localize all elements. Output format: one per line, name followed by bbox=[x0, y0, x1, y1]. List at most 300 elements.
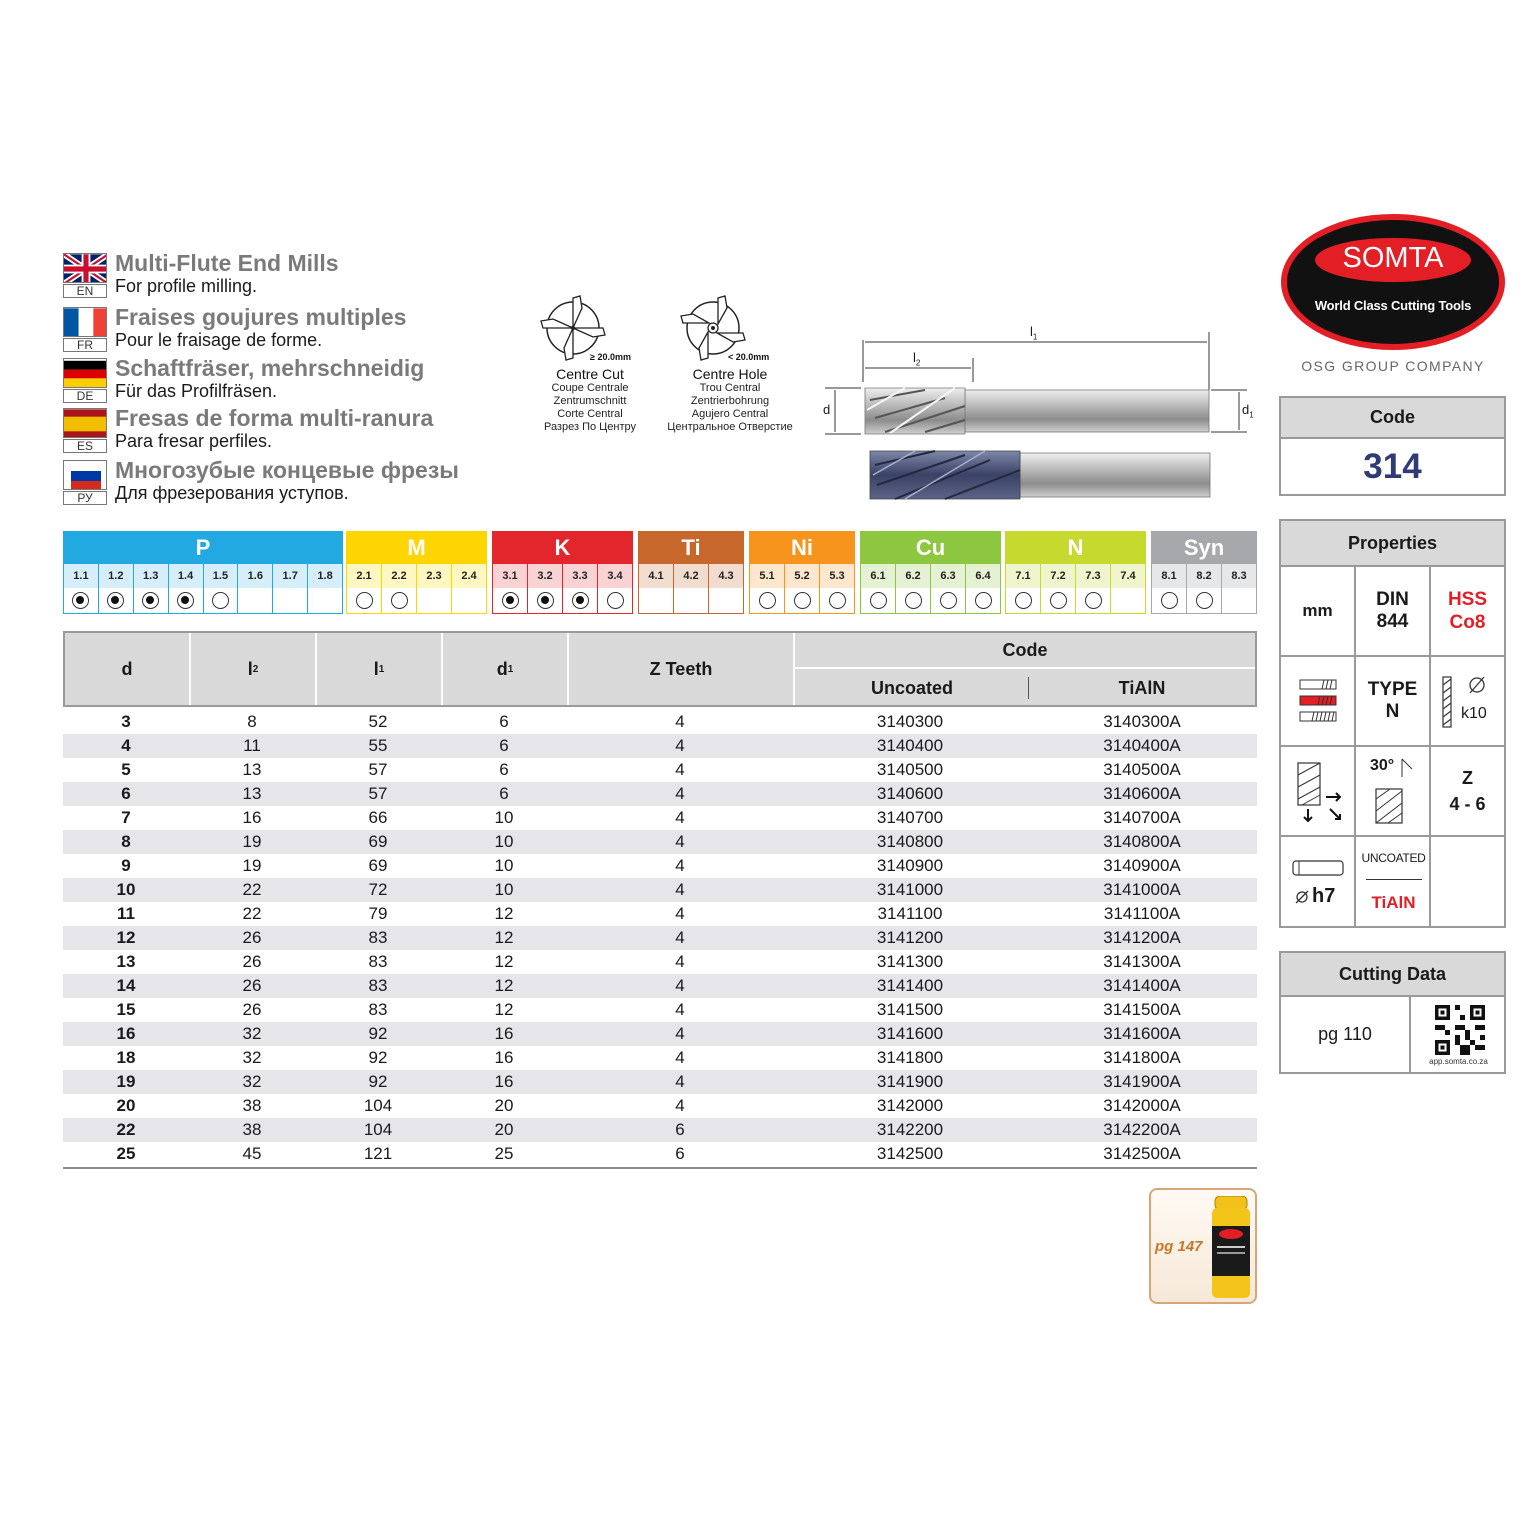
teeth-label: Z bbox=[1462, 768, 1473, 788]
din-text: DIN bbox=[1376, 589, 1409, 610]
centre-cut-size: ≥ 20.0mm bbox=[590, 352, 631, 362]
suitability-cell bbox=[639, 588, 674, 613]
centre-cut-line: Разрез По Центру bbox=[543, 421, 637, 433]
cell-l1: 121 bbox=[363, 1144, 393, 1163]
dim-d1-label bbox=[1242, 402, 1254, 420]
cell-d1: 10 bbox=[494, 856, 514, 875]
suitability-cell bbox=[417, 588, 452, 613]
material-subgroup: 1.1 bbox=[64, 564, 99, 588]
cell-code-tialn: 3141600A bbox=[1103, 1024, 1181, 1043]
cell-z-teeth: 4 bbox=[675, 1096, 685, 1115]
suitability-cell bbox=[861, 588, 896, 613]
cell-code-uncoated: 3141600 bbox=[876, 1024, 944, 1043]
cutting-data-panel bbox=[1279, 951, 1506, 1074]
type-value: N bbox=[1385, 701, 1400, 722]
dim-l2-sub: 2 bbox=[915, 358, 921, 368]
cell-l1: 83 bbox=[368, 976, 388, 995]
header-l1 bbox=[317, 633, 443, 705]
dim-l2-label bbox=[913, 350, 920, 368]
cell-z-teeth: 4 bbox=[675, 1000, 685, 1019]
cell-l2: 32 bbox=[242, 1072, 262, 1091]
cell-l2: 22 bbox=[242, 880, 262, 899]
cell-d1: 12 bbox=[494, 1000, 514, 1019]
material-group-name: Cu bbox=[861, 532, 1000, 564]
cell-l1: 57 bbox=[368, 760, 388, 779]
cell-code-uncoated: 3142200 bbox=[876, 1120, 944, 1139]
material-subgroup: 2.3 bbox=[417, 564, 452, 588]
cell-code-uncoated: 3140500 bbox=[876, 760, 944, 779]
cell-d: 25 bbox=[116, 1144, 136, 1163]
suitability-cell bbox=[896, 588, 931, 613]
cell-code-uncoated: 3142000 bbox=[876, 1096, 944, 1115]
cell-l1: 69 bbox=[368, 832, 388, 851]
lang-subtitle: Für das Profilfräsen. bbox=[115, 381, 278, 401]
cell-l2: 13 bbox=[242, 784, 262, 803]
cell-l2: 26 bbox=[242, 952, 262, 971]
teeth-cell bbox=[1431, 747, 1504, 837]
lubricant-page: pg 147 bbox=[1155, 1238, 1203, 1255]
suitability-cell bbox=[1187, 588, 1222, 613]
material-subgroup: 7.4 bbox=[1120, 570, 1136, 582]
cell-d: 8 bbox=[121, 832, 131, 851]
cell-d1: 10 bbox=[494, 880, 514, 899]
material-subgroup: 7.3 bbox=[1076, 564, 1111, 588]
cell-d: 11 bbox=[117, 904, 135, 923]
material-subgroup: 6.4 bbox=[975, 570, 991, 582]
cell-d1: 16 bbox=[494, 1024, 514, 1043]
cell-l1: 92 bbox=[368, 1024, 388, 1043]
cell-code-uncoated: 3140900 bbox=[876, 856, 944, 875]
suitability-cell bbox=[709, 588, 743, 613]
cell-d: 20 bbox=[116, 1096, 136, 1115]
cell-code-tialn: 3142500A bbox=[1103, 1144, 1181, 1163]
lang-code: EN bbox=[63, 284, 107, 298]
cutting-data-label: Cutting Data bbox=[1281, 953, 1504, 997]
suitability-cell bbox=[169, 588, 204, 613]
dim-d-label: d bbox=[823, 402, 831, 417]
material-group-cu bbox=[860, 531, 1001, 614]
suitability-cell bbox=[204, 588, 239, 613]
suitable-partial-icon bbox=[829, 592, 846, 609]
cell-l2: 26 bbox=[242, 976, 262, 995]
cell-z-teeth: 4 bbox=[675, 712, 685, 731]
shank-tolerance-text: k10 bbox=[1461, 705, 1487, 722]
header-uncoated: Uncoated bbox=[870, 677, 953, 698]
material-subgroup: 1.3 bbox=[134, 564, 169, 588]
cell-z-teeth: 4 bbox=[675, 736, 685, 755]
cell-l2: 38 bbox=[242, 1096, 262, 1115]
dim-l2-text: l bbox=[913, 350, 916, 365]
type-label: TYPE bbox=[1367, 679, 1418, 700]
material-subgroup: 3.3 bbox=[563, 564, 598, 588]
lang-subtitle: Для фрезерования уступов. bbox=[115, 483, 349, 503]
material-subgroup: 6.2 bbox=[896, 564, 931, 588]
suitability-cell bbox=[273, 588, 308, 613]
material-group-name: M bbox=[347, 532, 486, 564]
cell-code-uncoated: 3140300 bbox=[876, 712, 944, 731]
lang-subtitle: Para fresar perfiles. bbox=[115, 431, 273, 451]
cell-d: 18 bbox=[116, 1048, 136, 1067]
suitable-full-icon bbox=[502, 592, 519, 609]
material-group-name: Syn bbox=[1152, 532, 1256, 564]
suitable-partial-icon bbox=[905, 592, 922, 609]
qr-code-url: app.somta.co.za bbox=[1429, 1057, 1488, 1066]
suitable-partial-icon bbox=[1050, 592, 1067, 609]
code-panel bbox=[1279, 396, 1506, 496]
cell-code-tialn: 3140500A bbox=[1103, 760, 1181, 779]
cell-l1: 83 bbox=[368, 1000, 388, 1019]
material-subgroup: 3.2 bbox=[528, 564, 563, 588]
header-l2-text: l bbox=[247, 658, 253, 679]
suitable-full-icon bbox=[537, 592, 554, 609]
diameter-icon bbox=[1295, 890, 1309, 904]
suitability-cell bbox=[238, 588, 273, 613]
dim-d1-text: d bbox=[1242, 402, 1250, 417]
cell-code-uncoated: 3141900 bbox=[876, 1072, 944, 1091]
cell-l2: 38 bbox=[242, 1120, 262, 1139]
cell-code-uncoated: 3142500 bbox=[876, 1144, 944, 1163]
material-group-m bbox=[346, 531, 487, 614]
material-subgroup: 1.4 bbox=[169, 564, 204, 588]
table-row bbox=[63, 854, 1257, 878]
qr-code-block[interactable] bbox=[1411, 997, 1504, 1072]
material-subgroup: 8.1 bbox=[1152, 564, 1187, 588]
lubricant-badge[interactable] bbox=[1149, 1188, 1257, 1304]
suitability-cell bbox=[493, 588, 528, 613]
suitability-cell bbox=[750, 588, 785, 613]
cell-code-tialn: 3141500A bbox=[1103, 1000, 1181, 1019]
cell-z-teeth: 4 bbox=[675, 928, 685, 947]
cell-d1: 12 bbox=[494, 952, 514, 971]
cell-l2: 32 bbox=[242, 1048, 262, 1067]
cell-code-tialn: 3141900A bbox=[1103, 1072, 1181, 1091]
cell-l2: 26 bbox=[242, 1000, 262, 1019]
centre-hole-block bbox=[655, 366, 805, 434]
suitability-cell bbox=[64, 588, 99, 613]
cell-l1: 69 bbox=[368, 856, 388, 875]
cell-d1: 10 bbox=[494, 808, 514, 827]
centre-hole-size: < 20.0mm bbox=[728, 352, 770, 362]
suitable-partial-icon bbox=[607, 592, 624, 609]
cell-l1: 92 bbox=[368, 1048, 388, 1067]
cell-d: 14 bbox=[116, 976, 136, 995]
type-cell bbox=[1356, 657, 1431, 747]
material-hss: HSS bbox=[1447, 589, 1488, 610]
material-group-name: N bbox=[1006, 532, 1145, 564]
header-l1-sub: 1 bbox=[378, 663, 385, 675]
cell-d1: 12 bbox=[494, 928, 514, 947]
cell-d: 3 bbox=[121, 712, 131, 731]
table-row bbox=[63, 1118, 1257, 1142]
suitability-cell bbox=[966, 588, 1000, 613]
cell-d: 13 bbox=[116, 952, 136, 971]
cell-code-uncoated: 3140800 bbox=[876, 832, 944, 851]
cell-l2: 19 bbox=[242, 856, 262, 875]
suitability-cell bbox=[1152, 588, 1187, 613]
suitability-cell bbox=[820, 588, 854, 613]
material-group-name: Ni bbox=[750, 532, 854, 564]
material-cell bbox=[1431, 567, 1504, 657]
cell-z-teeth: 4 bbox=[675, 976, 685, 995]
table-row bbox=[63, 734, 1257, 758]
din-number: 844 bbox=[1376, 611, 1409, 632]
material-group-ti bbox=[638, 531, 744, 614]
cell-code-tialn: 3140700A bbox=[1103, 808, 1181, 827]
shank-tolerance-cell bbox=[1431, 657, 1504, 747]
cell-l1: 55 bbox=[368, 736, 388, 755]
material-subgroup: 4.2 bbox=[674, 564, 709, 588]
suitable-partial-icon bbox=[1085, 592, 1102, 609]
suitable-partial-icon bbox=[212, 592, 229, 609]
table-row bbox=[63, 1094, 1257, 1118]
dim-l1-text: l bbox=[1030, 324, 1033, 339]
table-header bbox=[63, 631, 1257, 707]
suitability-cell bbox=[674, 588, 709, 613]
centre-hole-line: Zentrierbohrung bbox=[690, 395, 770, 407]
centre-hole-line: Trou Central bbox=[699, 382, 761, 394]
lang-title: Fraises goujures multiples bbox=[115, 304, 407, 330]
cell-l2: 26 bbox=[242, 928, 262, 947]
russia-flag-icon bbox=[63, 460, 107, 490]
cell-code-tialn: 3140600A bbox=[1103, 784, 1181, 803]
suitability-cell bbox=[785, 588, 820, 613]
cell-z-teeth: 4 bbox=[675, 784, 685, 803]
france-flag-icon bbox=[63, 307, 107, 337]
type-n-icon bbox=[1281, 657, 1356, 747]
properties-label: Properties bbox=[1281, 521, 1504, 567]
suitable-partial-icon bbox=[1196, 592, 1213, 609]
material-subgroup: 5.1 bbox=[750, 564, 785, 588]
material-subgroup: 1.7 bbox=[273, 564, 308, 588]
cell-d1: 6 bbox=[499, 760, 509, 779]
cell-l1: 57 bbox=[368, 784, 388, 803]
suitability-cell bbox=[598, 588, 632, 613]
cutting-direction-icon bbox=[1281, 747, 1356, 837]
centre-hole-line: Центральное Отверстие bbox=[667, 421, 793, 433]
suitable-partial-icon bbox=[356, 592, 373, 609]
cell-z-teeth: 4 bbox=[675, 1048, 685, 1067]
cell-d: 16 bbox=[116, 1024, 136, 1043]
table-row bbox=[63, 878, 1257, 902]
suitable-partial-icon bbox=[975, 592, 992, 609]
table-row bbox=[63, 1142, 1257, 1166]
cell-d1: 20 bbox=[494, 1120, 514, 1139]
cell-code-tialn: 3142000A bbox=[1103, 1096, 1181, 1115]
lang-code: FR bbox=[63, 338, 107, 352]
shank-h7-cell bbox=[1281, 837, 1356, 927]
teeth-value: 4 - 6 bbox=[1449, 794, 1486, 814]
cell-z-teeth: 4 bbox=[675, 904, 685, 923]
spray-can-icon bbox=[1209, 1196, 1253, 1300]
logo-brand: SOMTA bbox=[1342, 242, 1444, 274]
cell-d: 7 bbox=[121, 808, 131, 827]
lang-title: Schaftfräser, mehrschneidig bbox=[115, 355, 425, 381]
material-subgroup: 7.1 bbox=[1006, 564, 1041, 588]
table-row bbox=[63, 710, 1257, 734]
material-group-n bbox=[1005, 531, 1146, 614]
cell-code-uncoated: 3140700 bbox=[876, 808, 944, 827]
header-z-teeth: Z Teeth bbox=[569, 633, 795, 705]
header-l2-sub: 2 bbox=[252, 663, 259, 675]
lang-code: ES bbox=[63, 439, 107, 453]
logo-tagline: World Class Cutting Tools bbox=[1314, 298, 1472, 313]
cell-l1: 104 bbox=[363, 1096, 393, 1115]
table-row bbox=[63, 1046, 1257, 1070]
centre-cut-line: Corte Central bbox=[557, 408, 623, 420]
cell-d1: 12 bbox=[494, 904, 514, 923]
header-d1-text: d bbox=[496, 658, 508, 679]
material-subgroup: 4.3 bbox=[718, 570, 734, 582]
header-d1 bbox=[443, 633, 569, 705]
cell-z-teeth: 6 bbox=[675, 1120, 685, 1139]
cell-z-teeth: 4 bbox=[675, 856, 685, 875]
cell-d: 19 bbox=[116, 1072, 136, 1091]
table-row bbox=[63, 998, 1257, 1022]
table-row bbox=[63, 950, 1257, 974]
cell-d1: 20 bbox=[494, 1096, 514, 1115]
lang-row-de bbox=[63, 355, 483, 408]
table-body bbox=[63, 710, 1257, 1166]
tialn-label: TiAlN bbox=[1371, 893, 1416, 912]
cell-z-teeth: 4 bbox=[675, 1072, 685, 1091]
material-subgroup: 6.3 bbox=[931, 564, 966, 588]
cell-l2: 19 bbox=[242, 832, 262, 851]
material-subgroup: 4.1 bbox=[639, 564, 674, 588]
suitability-cell bbox=[308, 588, 342, 613]
code-panel-value: 314 bbox=[1363, 447, 1422, 486]
suitability-cell bbox=[528, 588, 563, 613]
material-group-name: Ti bbox=[639, 532, 743, 564]
dim-d1-sub: 1 bbox=[1249, 410, 1254, 420]
lang-row-ru bbox=[63, 457, 483, 510]
suitability-cell bbox=[99, 588, 134, 613]
table-row bbox=[63, 758, 1257, 782]
h7-label bbox=[1295, 885, 1335, 908]
header-l2 bbox=[191, 633, 317, 705]
cutting-data-page[interactable]: pg 110 bbox=[1281, 997, 1411, 1072]
cell-d1: 16 bbox=[494, 1072, 514, 1091]
cell-code-uncoated: 3141000 bbox=[876, 880, 944, 899]
material-subgroup: 3.1 bbox=[493, 564, 528, 588]
cell-l1: 66 bbox=[368, 808, 388, 827]
material-subgroup: 8.2 bbox=[1187, 564, 1222, 588]
cell-z-teeth: 4 bbox=[675, 760, 685, 779]
suitable-full-icon bbox=[142, 592, 159, 609]
lang-subtitle: Pour le fraisage de forme. bbox=[115, 330, 323, 350]
cell-l2: 8 bbox=[247, 712, 257, 731]
cell-l2: 32 bbox=[242, 1024, 262, 1043]
suitability-cell bbox=[1076, 588, 1111, 613]
lang-row-fr bbox=[63, 304, 483, 357]
suitable-full-icon bbox=[107, 592, 124, 609]
suitable-partial-icon bbox=[1015, 592, 1032, 609]
cell-code-tialn: 3141400A bbox=[1103, 976, 1181, 995]
qr-code-icon bbox=[1435, 1005, 1485, 1055]
unit-cell bbox=[1281, 567, 1356, 657]
h7-text: h7 bbox=[1312, 885, 1336, 907]
suitability-cell bbox=[1006, 588, 1041, 613]
lang-subtitle: For profile milling. bbox=[115, 276, 258, 296]
suitability-cell bbox=[134, 588, 169, 613]
material-subgroup: 8.3 bbox=[1231, 570, 1247, 582]
cell-code-tialn: 3140900A bbox=[1103, 856, 1181, 875]
cell-l2: 22 bbox=[242, 904, 262, 923]
suitable-partial-icon bbox=[940, 592, 957, 609]
din-cell bbox=[1356, 567, 1431, 657]
header-d1-sub: 1 bbox=[507, 663, 514, 675]
suitable-partial-icon bbox=[391, 592, 408, 609]
table-row bbox=[63, 806, 1257, 830]
suitable-full-icon bbox=[72, 592, 89, 609]
cell-d: 22 bbox=[116, 1120, 136, 1139]
cell-l1: 79 bbox=[368, 904, 388, 923]
cell-code-uncoated: 3141400 bbox=[876, 976, 944, 995]
empty-cell bbox=[1431, 837, 1504, 927]
cell-d1: 10 bbox=[494, 832, 514, 851]
cell-d1: 6 bbox=[499, 712, 509, 731]
cell-d: 5 bbox=[121, 760, 131, 779]
cell-d1: 12 bbox=[494, 976, 514, 995]
table-row bbox=[63, 974, 1257, 998]
coating-cell bbox=[1356, 837, 1431, 927]
cell-code-tialn: 3141300A bbox=[1103, 952, 1181, 971]
table-row bbox=[63, 1070, 1257, 1094]
cell-code-tialn: 3140400A bbox=[1103, 736, 1181, 755]
table-bottom-rule bbox=[63, 1167, 1257, 1169]
material-group-name: K bbox=[493, 532, 632, 564]
header-l1-text: l bbox=[373, 658, 379, 679]
cell-d: 15 bbox=[116, 1000, 136, 1019]
header-d: d bbox=[65, 633, 191, 705]
cell-z-teeth: 4 bbox=[675, 1024, 685, 1043]
suitability-cell bbox=[382, 588, 417, 613]
cell-l1: 92 bbox=[368, 1072, 388, 1091]
osg-group-label: OSG GROUP COMPANY bbox=[1301, 358, 1485, 374]
suitable-partial-icon bbox=[870, 592, 887, 609]
cell-code-uncoated: 3141200 bbox=[876, 928, 944, 947]
cell-code-uncoated: 3140400 bbox=[876, 736, 944, 755]
material-subgroup: 6.1 bbox=[861, 564, 896, 588]
material-subgroup: 1.5 bbox=[204, 564, 239, 588]
material-group-k bbox=[492, 531, 633, 614]
cell-d: 6 bbox=[121, 784, 131, 803]
header-code: Code bbox=[795, 633, 1255, 669]
lang-title: Multi-Flute End Mills bbox=[115, 250, 339, 276]
helix-angle-cell bbox=[1356, 747, 1431, 837]
uk-flag-icon bbox=[63, 253, 107, 283]
suitability-cell bbox=[347, 588, 382, 613]
cell-d: 12 bbox=[116, 928, 136, 947]
lang-row-es bbox=[63, 405, 483, 458]
cell-code-tialn: 3141100A bbox=[1103, 904, 1181, 923]
coating-divider bbox=[1366, 879, 1422, 880]
lang-title: Многозубые концевые фрезы bbox=[115, 457, 459, 483]
cell-l1: 52 bbox=[368, 712, 388, 731]
material-subgroup: 1.8 bbox=[317, 570, 333, 582]
suitable-partial-icon bbox=[794, 592, 811, 609]
cell-code-uncoated: 3141500 bbox=[876, 1000, 944, 1019]
cell-d1: 25 bbox=[494, 1144, 514, 1163]
cell-d: 10 bbox=[116, 880, 136, 899]
suitable-partial-icon bbox=[759, 592, 776, 609]
cell-code-uncoated: 3140600 bbox=[876, 784, 944, 803]
cell-l1: 83 bbox=[368, 928, 388, 947]
cell-code-tialn: 3140800A bbox=[1103, 832, 1181, 851]
cell-d1: 6 bbox=[499, 784, 509, 803]
suitable-full-icon bbox=[572, 592, 589, 609]
cell-code-uncoated: 3141800 bbox=[876, 1048, 944, 1067]
cell-l1: 72 bbox=[368, 880, 388, 899]
